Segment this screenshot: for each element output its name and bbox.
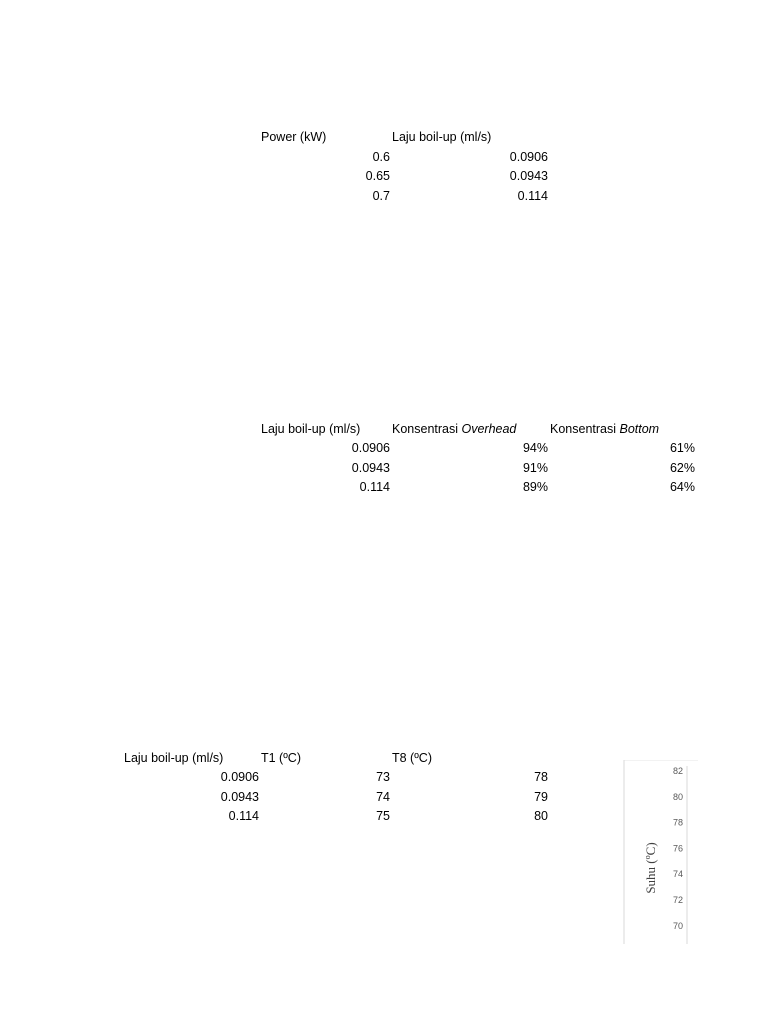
header-laju-boilup: Laju boil-up (ml/s) — [261, 422, 361, 436]
table-cell: 0.0943 — [509, 169, 548, 183]
header-laju-boilup: Laju boil-up (ml/s) — [392, 130, 492, 144]
header-konsentrasi-word: Konsentrasi — [392, 422, 462, 436]
table-cell: 0.0943 — [351, 461, 390, 475]
header-overhead-word: Overhead — [461, 422, 517, 436]
header-bottom-word: Bottom — [619, 422, 660, 436]
y-tick-label: 72 — [672, 895, 683, 905]
table-cell: 0.6 — [372, 150, 390, 164]
table-cell: 0.65 — [365, 169, 390, 183]
table-cell: 0.114 — [517, 189, 548, 203]
table-cell: 0.7 — [372, 189, 390, 203]
table-cell: 64% — [669, 480, 695, 494]
y-tick-label: 74 — [672, 869, 683, 880]
table-cell: 74 — [376, 790, 390, 804]
table-cell: 61% — [669, 441, 695, 455]
header-konsentrasi-overhead — [392, 421, 516, 437]
y-tick-label: 70 — [672, 920, 683, 931]
table-cell: 75 — [376, 809, 390, 823]
chart-svg — [623, 760, 698, 944]
table-cell: 0.0943 — [220, 790, 259, 804]
y-tick-label: 78 — [672, 817, 683, 828]
table-cell: 94% — [522, 441, 548, 455]
table-cell: 0.114 — [359, 480, 390, 494]
header-konsentrasi-word: Konsentrasi — [550, 422, 620, 436]
table-cell: 0.114 — [228, 809, 259, 823]
table-cell: 62% — [669, 461, 695, 475]
header-laju-boilup: Laju boil-up (ml/s) — [124, 751, 224, 765]
y-axis-ticks — [673, 766, 683, 931]
temperature-chart-fragment — [623, 760, 698, 944]
table-cell: 0.0906 — [351, 441, 390, 455]
y-tick-label: 80 — [672, 791, 683, 802]
y-tick-label: 76 — [672, 843, 683, 854]
y-axis-title: Suhu (ºC) — [643, 842, 658, 894]
header-power: Power (kW) — [261, 130, 327, 144]
header-t1: T1 (ºC) — [261, 751, 301, 765]
table-cell: 89% — [522, 480, 548, 494]
table-cell: 79 — [534, 790, 548, 804]
table-cell: 0.0906 — [220, 770, 259, 784]
table-cell: 73 — [376, 770, 390, 784]
table-cell: 78 — [534, 770, 548, 784]
y-tick-label: 82 — [672, 766, 683, 776]
table-cell: 0.0906 — [509, 150, 548, 164]
header-t8: T8 (ºC) — [392, 751, 432, 765]
table-cell: 80 — [534, 809, 548, 823]
header-konsentrasi-bottom — [550, 421, 659, 437]
table-cell: 91% — [522, 461, 548, 475]
